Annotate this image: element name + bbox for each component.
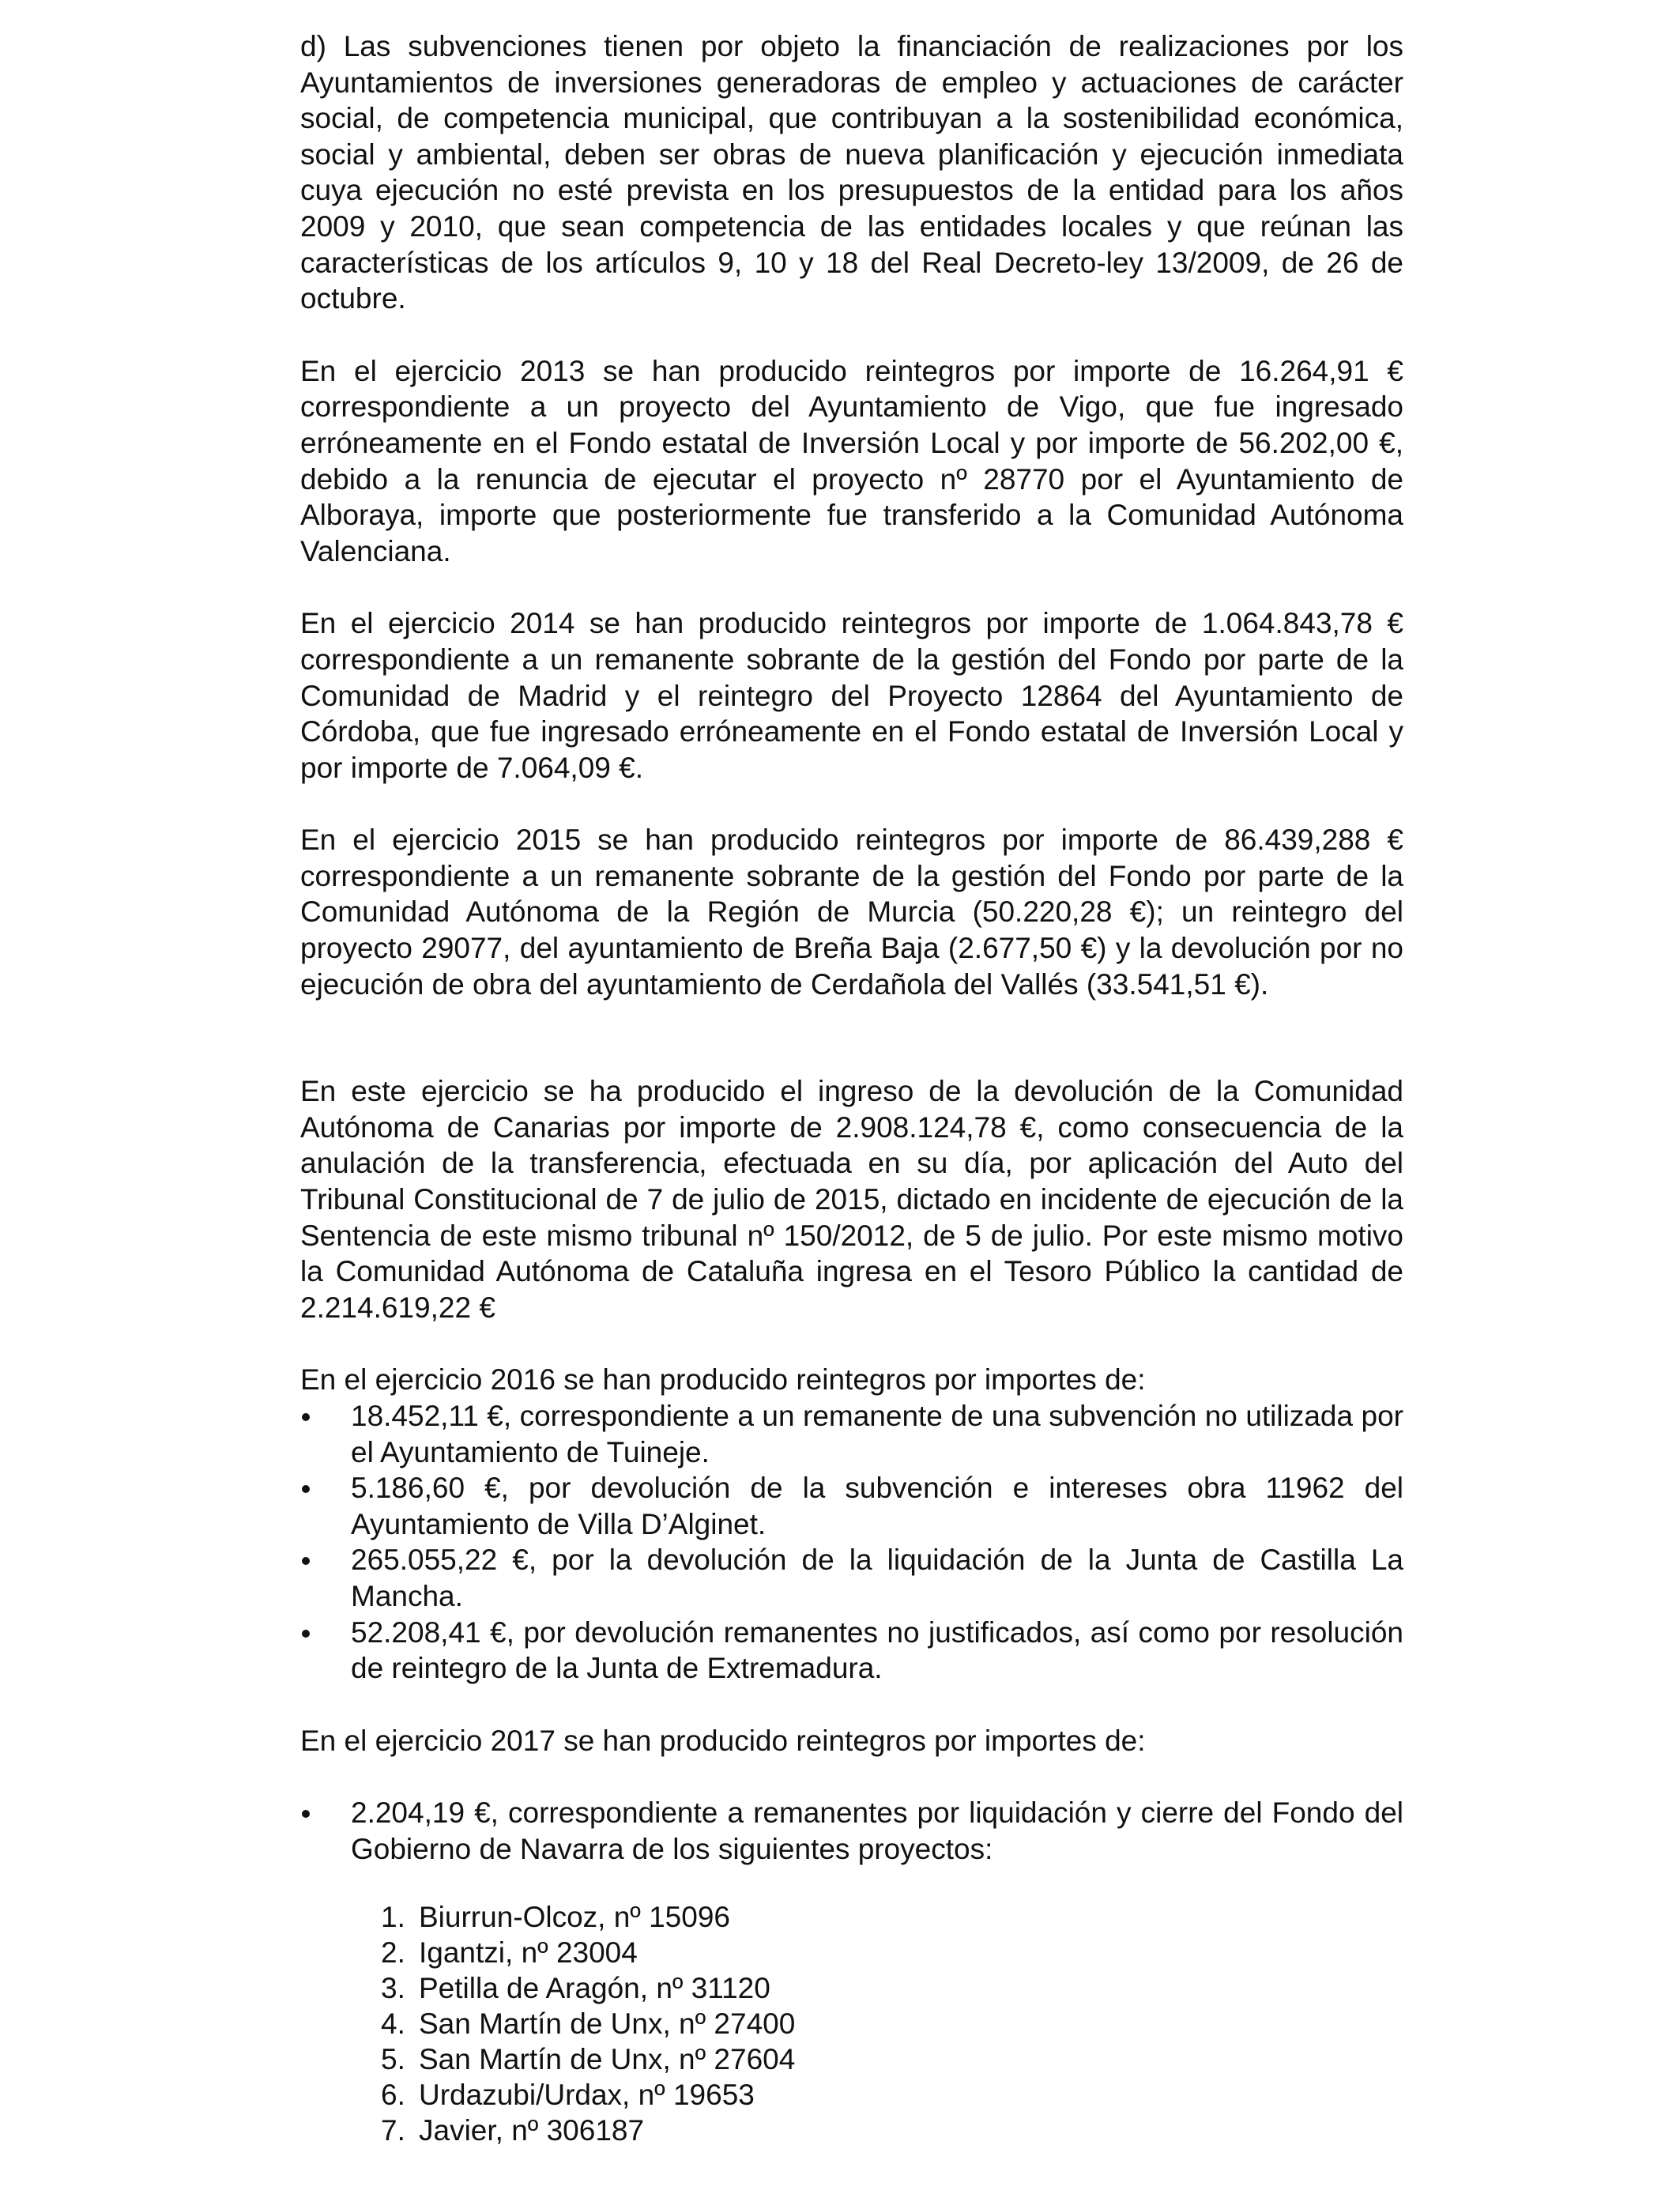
- bullet-icon: [302, 1557, 310, 1565]
- paragraph-devolucion-canarias: En este ejercicio se ha producido el ingreso de la devolución de la Comunidad Autónoma de Canarias por importe de 2.908.124,78 €, como consecuencia de la anulación de la transferencia, efectuada en su día, por aplicación del Auto del Tribunal Constitucional de 7 de julio de 2015, dictado en incidente de ejecución de la Sentencia de este mismo tribunal nº 150/2012, de 5 de julio. Por este mismo motivo la Comunidad Autónoma de Cataluña ingresa en el Tesoro Público la cantidad de 2.214.619,22 €: [300, 1075, 1403, 1324]
- list-item: 5.186,60 €, por devolución de la subvención e intereses obra 11962 del Ayuntamiento de Villa D’Alginet.: [300, 1470, 1403, 1542]
- paragraph-subvenciones-objeto: d) Las subvenciones tienen por objeto la financiación de realizaciones por los Ayuntamientos de inversiones generadoras de empleo y actuaciones de carácter social, de competencia municipal, que contribuyan a la sostenibilidad económica, social y ambiental, deben ser obras de nueva planificación y ejecución inmediata cuya ejecución no esté prevista en los presupuestos de la entidad para los años 2009 y 2010, que sean competencia de las entidades locales y que reúnan las características de los artículos 9, 10 y 18 del Real Decreto-ley 13/2009, de 26 de octubre.: [300, 30, 1403, 315]
- list-item: 5. San Martín de Unx, nº 27604: [381, 2042, 796, 2075]
- bullet-icon: [302, 1413, 310, 1421]
- paragraph-ejercicio-2014: En el ejercicio 2014 se han producido reintegros por importe de 1.064.843,78 € correspondiente a un remanente sobrante de la gestión del Fondo por parte de la Comunidad de Madrid y el reintegro del Proyecto 12864 del Ayuntamiento de Córdoba, que fue ingresado erróneamente en el Fondo estatal de Inversión Local y por importe de 7.064,09 €.: [300, 607, 1403, 784]
- bullet-icon: [302, 1630, 310, 1638]
- bullet-icon: [302, 1810, 310, 1818]
- project-list: [300, 1899, 1403, 2148]
- document-page: [300, 28, 1403, 2148]
- list-item: 2. Igantzi, nº 23004: [381, 1936, 638, 1969]
- bullet-list-2016: [300, 1398, 1403, 1687]
- paragraph-ejercicio-2015: En el ejercicio 2015 se han producido reintegros por importe de 86.439,288 € correspondiente a un remanente sobrante de la gestión del Fondo por parte de la Comunidad Autónoma de la Región de Murcia (50.220,28 €); un reintegro del proyecto 29077, del ayuntamiento de Breña Baja (2.677,50 €) y la devolución por no ejecución de obra del ayuntamiento de Cerdañola del Vallés (33.541,51 €).: [300, 824, 1403, 1001]
- list-item: 7. Javier, nº 306187: [381, 2113, 645, 2147]
- paragraph-ejercicio-2013: En el ejercicio 2013 se han producido reintegros por importe de 16.264,91 € correspondiente a un proyecto del Ayuntamiento de Vigo, que fue ingresado erróneamente en el Fondo estatal de Inversión Local y por importe de 56.202,00 €, debido a la renuncia de ejecutar el proyecto nº 28770 por el Ayuntamiento de Alboraya, importe que posteriormente fue transferido a la Comunidad Autónoma Valenciana.: [300, 354, 1403, 567]
- list-item: 1. Biurrun-Olcoz, nº 15096: [381, 1900, 730, 1933]
- paragraph-ejercicio-2016: En el ejercicio 2016 se han producido reintegros por importes de:: [300, 1363, 1146, 1397]
- list-item: 6. Urdazubi/Urdax, nº 19653: [381, 2078, 755, 2111]
- paragraph-ejercicio-2017: En el ejercicio 2017 se han producido reintegros por importes de:: [300, 1724, 1146, 1757]
- list-item: 4. San Martín de Unx, nº 27400: [381, 2007, 796, 2040]
- list-item: 18.452,11 €, correspondiente a un remanente de una subvención no utilizada por el Ayuntamiento de Tuineje.: [300, 1398, 1403, 1470]
- list-item: 265.055,22 €, por la devolución de la liquidación de la Junta de Castilla La Mancha.: [300, 1542, 1403, 1614]
- list-item: 52.208,41 €, por devolución remanentes no justificados, así como por resolución de reintegro de la Junta de Extremadura.: [300, 1615, 1403, 1687]
- list-item: 2.204,19 €, correspondiente a remanentes por liquidación y cierre del Fondo del Gobierno de Navarra de los siguientes proyectos:: [300, 1795, 1403, 1867]
- list-item: 3. Petilla de Aragón, nº 31120: [381, 1971, 770, 2004]
- bullet-list-2017: [300, 1795, 1403, 1867]
- bullet-icon: [302, 1485, 310, 1493]
